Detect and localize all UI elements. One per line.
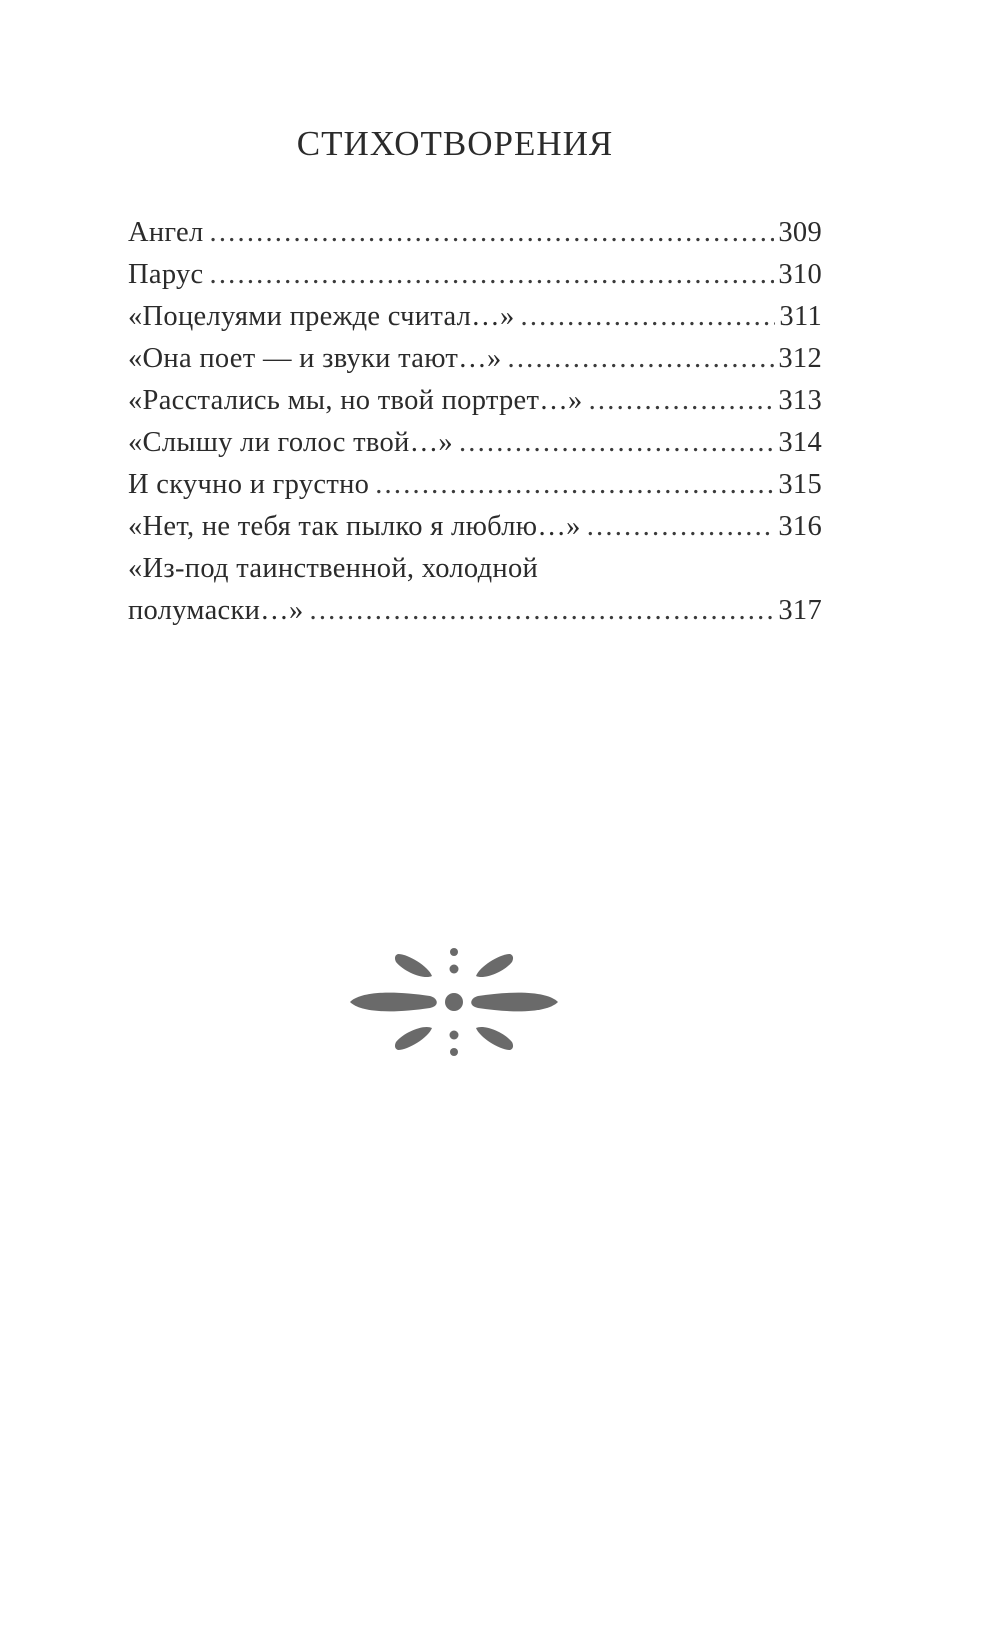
table-of-contents bbox=[128, 212, 822, 632]
dot-leader bbox=[210, 212, 775, 254]
toc-entry-title: «Расстались мы, но твой портрет…» bbox=[128, 385, 583, 416]
dot-leader bbox=[589, 380, 775, 422]
toc-entry-title: Парус bbox=[128, 259, 204, 290]
toc-page-number: 312 bbox=[778, 343, 822, 374]
dot-leader bbox=[459, 422, 774, 464]
toc-entry[interactable] bbox=[128, 212, 822, 254]
toc-entry[interactable] bbox=[128, 464, 822, 506]
dot-leader bbox=[210, 254, 775, 296]
toc-entry-title: «Нет, не тебя так пылко я люблю…» bbox=[128, 511, 581, 542]
toc-entry-title-line2: полумаски…» bbox=[128, 595, 304, 626]
toc-entry[interactable] bbox=[128, 254, 822, 296]
toc-page-number: 313 bbox=[778, 385, 822, 416]
toc-entry[interactable] bbox=[128, 380, 822, 422]
toc-entry-title: «Она поет — и звуки тают…» bbox=[128, 343, 502, 374]
toc-entry-title: «Слышу ли голос твой…» bbox=[128, 427, 453, 458]
toc-entry-title: И скучно и грустно bbox=[128, 469, 370, 500]
toc-entry[interactable] bbox=[128, 338, 822, 380]
dot-leader bbox=[508, 338, 775, 380]
toc-page-number: 311 bbox=[779, 301, 822, 332]
toc-entry[interactable] bbox=[128, 422, 822, 464]
floral-vignette-icon bbox=[346, 942, 562, 1062]
toc-entry[interactable] bbox=[128, 548, 822, 632]
dot-leader bbox=[375, 464, 774, 506]
toc-entry-line2 bbox=[128, 590, 822, 632]
ornament-dot bbox=[450, 965, 459, 974]
dot-leader bbox=[521, 296, 776, 338]
ornament-dot bbox=[450, 948, 458, 956]
toc-page-number: 314 bbox=[778, 427, 822, 458]
toc-page-number: 316 bbox=[778, 511, 822, 542]
toc-entry-title-line1: «Из-под таинственной, холодной bbox=[128, 553, 539, 584]
toc-page-number: 310 bbox=[778, 259, 822, 290]
toc-entry[interactable] bbox=[128, 296, 822, 338]
toc-entry-title: «Поцелуями прежде считал…» bbox=[128, 301, 515, 332]
toc-page-number: 309 bbox=[778, 217, 822, 248]
toc-page-number: 317 bbox=[778, 595, 822, 626]
toc-entry-title: Ангел bbox=[128, 217, 204, 248]
ornament-dot bbox=[450, 1031, 459, 1040]
right-petal bbox=[471, 993, 558, 1012]
left-petal bbox=[350, 993, 437, 1012]
center-dot bbox=[445, 993, 463, 1011]
section-title: СТИХОТВОРЕНИЯ bbox=[296, 124, 614, 163]
dot-leader bbox=[310, 590, 775, 632]
toc-page-number: 315 bbox=[778, 469, 822, 500]
lower-right-leaf bbox=[476, 1027, 513, 1050]
toc-entry[interactable] bbox=[128, 506, 822, 548]
dot-leader bbox=[587, 506, 775, 548]
upper-right-leaf bbox=[476, 954, 513, 977]
ornament-dot bbox=[450, 1048, 458, 1056]
lower-left-leaf bbox=[395, 1027, 432, 1050]
upper-left-leaf bbox=[395, 954, 432, 977]
